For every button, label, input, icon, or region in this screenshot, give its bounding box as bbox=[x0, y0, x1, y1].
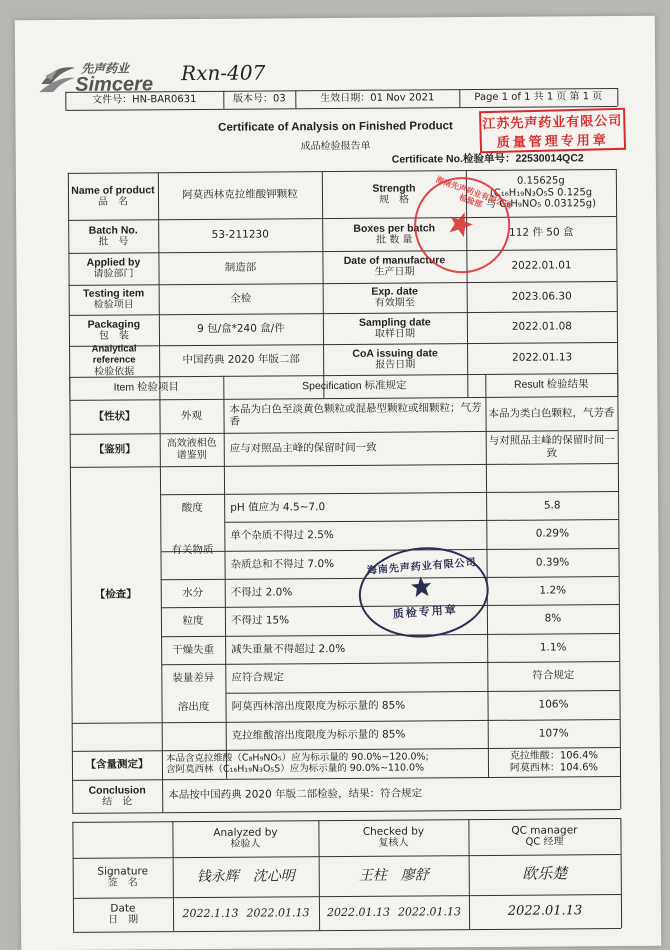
granule-name: 粒度 bbox=[182, 615, 204, 628]
conclusion-label: Conclusion 结 论 bbox=[88, 784, 146, 808]
logo-en: Simcere bbox=[75, 73, 154, 96]
coa-label: CoA issuing date 报告日期 bbox=[352, 347, 438, 371]
reference-value: 中国药典 2020 年版二部 bbox=[182, 353, 300, 367]
appearance-group: 【性状】 bbox=[93, 410, 136, 423]
applied-label: Applied by 请验部门 bbox=[86, 256, 141, 280]
water-result: 1.2% bbox=[539, 584, 567, 597]
qc-stamp-ring-text: 海南先声药业有限公司 bbox=[366, 557, 478, 577]
product-name-value: 阿莫西林克拉维酸钾颗粒 bbox=[182, 188, 298, 202]
check-group: 【检查】 bbox=[94, 588, 137, 601]
qa-stamp-line2: 质量管理专用章 bbox=[496, 133, 609, 151]
boxes-value: 112 件 50 盒 bbox=[509, 226, 574, 240]
logo-cn: 先声药业 bbox=[81, 61, 130, 76]
qc-signature: 欧乐楚 bbox=[522, 864, 568, 884]
dissolution-amox-spec: 阿莫西林溶出度限度为标示量的 85% bbox=[231, 700, 406, 714]
handwritten-note: Rxn-407 bbox=[181, 60, 266, 86]
assay-spec: 本品含克拉维酸（C₈H₉NO₅）应为标示量的 90.0%~120.0%; 含阿莫西林（C₁₆H₁₉N₃O₅S）应为标示量的 90.0%~110.0% bbox=[165, 750, 429, 775]
impurity-single-spec: 单个杂质不得过 2.5% bbox=[230, 529, 334, 543]
strength-value: 0.15625g (C₁₆H₁₉N₃O₅S 0.125g 与 C₈H₉NO₅ 0.03125g) bbox=[486, 175, 597, 211]
strength-label: Strength 规 格 bbox=[372, 182, 416, 206]
col-spec-header: Specification 标准规定 bbox=[302, 379, 407, 393]
certificate-page bbox=[15, 16, 661, 950]
assay-group: 【含量测定】 bbox=[85, 758, 149, 772]
dry-result: 1.1% bbox=[539, 641, 567, 654]
manufacture-value: 2022.01.01 bbox=[511, 259, 572, 272]
file-number: 文件号：HN-BAR0631 bbox=[92, 94, 197, 106]
packaging-value: 9 包/盒*240 盒/件 bbox=[197, 322, 285, 336]
analyzed-header: Analyzed by 检验人 bbox=[213, 826, 278, 851]
page-number: Page 1 of 1 共 1 页 第 1 页 bbox=[474, 91, 603, 104]
fill-spec: 应符合规定 bbox=[231, 671, 284, 685]
testing-value: 全检 bbox=[230, 292, 252, 305]
dry-name: 干燥失重 bbox=[172, 643, 215, 657]
sampling-label: Sampling date 取样日期 bbox=[358, 316, 431, 340]
exp-label: Exp. date 有效期至 bbox=[371, 285, 419, 310]
reference-label: Analytical reference 检验依据 bbox=[91, 343, 137, 378]
dissolution-amox-result: 106% bbox=[538, 698, 569, 712]
ph-spec: pH 值应为 4.5~7.0 bbox=[230, 501, 326, 514]
sampling-value: 2022.01.08 bbox=[511, 320, 573, 334]
qc-stamp-text: 质检专用章 bbox=[392, 602, 459, 621]
qc-header: QC manager QC 经理 bbox=[511, 824, 578, 848]
checked-dates: 2022.01.13 2022.01.13 bbox=[326, 904, 462, 919]
appearance-result: 本品为类白色颗粒，气芳香 bbox=[488, 407, 615, 420]
product-name-label: Name of product 品 名 bbox=[71, 183, 155, 208]
fill-result: 符合规定 bbox=[532, 669, 575, 683]
batch-value: 53-211230 bbox=[211, 228, 269, 242]
title-cn: 成品检验报告单 bbox=[300, 140, 371, 153]
impurity-single-result: 0.29% bbox=[535, 527, 570, 541]
impurity-name: 有关物质 bbox=[171, 544, 214, 557]
version-number: 版本号：03 bbox=[232, 93, 286, 105]
water-name: 水分 bbox=[182, 586, 204, 600]
granule-result: 8% bbox=[544, 612, 562, 626]
qc-stamp-star-icon bbox=[409, 575, 433, 599]
identify-group: 【鉴别】 bbox=[93, 443, 136, 457]
appearance-spec: 本品为白色至淡黄色颗粒或混悬型颗粒或细颗粒；气芳香 bbox=[229, 401, 482, 428]
effective-date: 生效日期：01 Nov 2021 bbox=[320, 92, 435, 105]
checked-header: Checked by 复核人 bbox=[362, 825, 425, 850]
certificate-number: Certificate No.检验单号：22530014QC2 bbox=[391, 152, 584, 166]
conclusion-text: 本品按中国药典 2020 年版二部检验，结果：符合规定 bbox=[168, 787, 423, 802]
signature-label: Signature 签 名 bbox=[97, 865, 149, 889]
qc-date: 2022.01.13 bbox=[507, 902, 583, 919]
dissolution-name: 溶出度 bbox=[177, 701, 210, 714]
packaging-label: Packaging 包 装 bbox=[87, 318, 141, 342]
date-label: Date 日 期 bbox=[108, 902, 139, 926]
applied-value: 制造部 bbox=[224, 261, 257, 274]
fill-name: 装量差异 bbox=[172, 672, 215, 685]
identify-spec: 应与对照品主峰的保留时间一致 bbox=[229, 442, 377, 456]
water-spec: 不得过 2.0% bbox=[230, 586, 293, 599]
exp-value: 2023.06.30 bbox=[511, 290, 572, 303]
title-en: Certificate of Analysis on Finished Product bbox=[218, 120, 453, 134]
dry-spec: 减失重量不得超过 2.0% bbox=[231, 642, 346, 656]
impurity-total-result: 0.39% bbox=[535, 556, 570, 569]
qa-stamp-line1: 江苏先声药业有限公司 bbox=[482, 113, 623, 133]
impurity-total-spec: 杂质总和不得过 7.0% bbox=[230, 557, 335, 571]
analyzed-signature: 钱永辉 沈心明 bbox=[196, 868, 295, 885]
qa-stamp bbox=[479, 108, 626, 154]
analyzed-dates: 2022.1.13 2022.01.13 bbox=[182, 905, 310, 920]
dissolution-clav-spec: 克拉维酸溶出度限度为标示量的 85% bbox=[231, 728, 406, 742]
col-item-header: Item 检验项目 bbox=[113, 381, 180, 395]
batch-label: Batch No. 批 号 bbox=[88, 224, 138, 248]
identify-result: 与对照品主峰的保留时间一致 bbox=[488, 434, 615, 460]
red-stamp-star-icon bbox=[444, 207, 477, 240]
dissolution-clav-result: 107% bbox=[538, 727, 569, 740]
col-result-header: Result 检验结果 bbox=[513, 378, 589, 392]
manufacture-label: Date of manufacture 生产日期 bbox=[343, 254, 446, 279]
ph-result: 5.8 bbox=[543, 499, 561, 512]
boxes-label: Boxes per batch 批 数 量 bbox=[353, 222, 436, 246]
ph-name: 酸度 bbox=[181, 501, 203, 515]
coa-value: 2022.01.13 bbox=[512, 351, 573, 365]
red-stamp-ring-text: 海南先声药业有限公司检验部 bbox=[434, 174, 513, 211]
testing-label: Testing item 检验项目 bbox=[83, 287, 145, 311]
appearance-name: 外观 bbox=[180, 409, 203, 423]
assay-result: 克拉维酸：106.4% 阿莫西林：104.6% bbox=[509, 750, 599, 774]
granule-spec: 不得过 15% bbox=[230, 614, 290, 628]
identify-name: 高效液相色谱鉴别 bbox=[166, 437, 217, 461]
checked-signature: 王柱 廖舒 bbox=[358, 867, 429, 884]
